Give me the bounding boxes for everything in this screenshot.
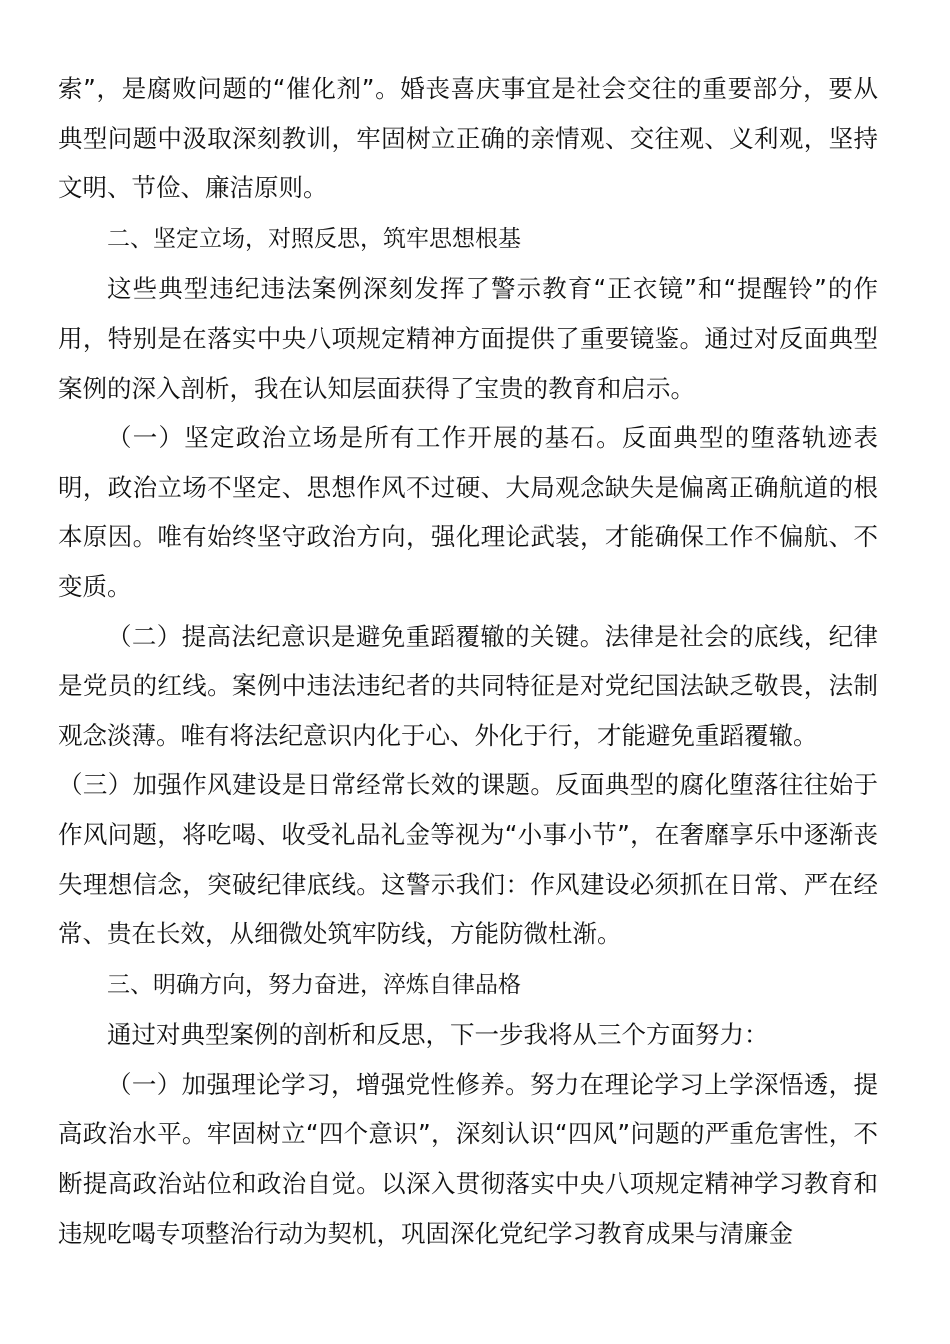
section-heading-3: [58, 959, 878, 1011]
paragraph-continuation: 索”，是腐败问题的“催化剂”。婚丧喜庆事宜是社会交往的重要部分，要从典型问题中汲取深刻教训，牢固树立正确的亲情观、交往观、义利观，坚持文明、节俭、廉洁原则。: [58, 74, 878, 203]
section-heading-2: [58, 213, 878, 265]
paragraph-intro-3: 通过对典型案例的剖析和反思，下一步我将从三个方面努力：: [107, 1020, 769, 1050]
section-heading-2-text: 二、坚定立场，对照反思，筑牢思想根基: [107, 225, 521, 252]
paragraph-plan-1: （一）加强理论学习，增强党性修养。努力在理论学习上学深悟透，提高政治水平。牢固树立“四个意识”，深刻认识“四风”问题的严重危害性，不断提高政治站位和政治自觉。以深入贯彻落实中央八项规定精神学习教育和违规吃喝专项整治行动为契机，巩固深化党纪学习教育成果与清廉金: [58, 1069, 878, 1248]
paragraph-point-1: （一）坚定政治立场是所有工作开展的基石。反面典型的堕落轨迹表明，政治立场不坚定、思想作风不过硬、大局观念缺失是偏离正确航道的根本原因。唯有始终坚守政治方向，强化理论武装，才能确保工作不偏航、不变质。: [58, 423, 878, 601]
document-body: [58, 64, 878, 1258]
section-heading-3-text: 三、明确方向，努力奋进，淬炼自律品格: [107, 971, 521, 998]
paragraph-point-3: （三）加强作风建设是日常经常长效的课题。反面典型的腐化堕落往往始于作风问题，将吃喝、收受礼品礼金等视为“小事小节”，在奢靡享乐中逐渐丧失理想信念，突破纪律底线。这警示我们：作风建设必须抓在日常、严在经常、贵在长效，从细微处筑牢防线，方能防微杜渐。: [58, 770, 878, 949]
paragraph-intro-2: 这些典型违纪违法案例深刻发挥了警示教育“正衣镜”和“提醒铃”的作用，特别是在落实中央八项规定精神方面提供了重要镜鉴。通过对反面典型案例的深入剖析，我在认知层面获得了宝贵的教育和启示。: [58, 274, 878, 403]
paragraph-point-2: （二）提高法纪意识是避免重蹈覆辙的关键。法律是社会的底线，纪律是党员的红线。案例中违法违纪者的共同特征是对党纪国法缺乏敬畏，法制观念淡薄。唯有将法纪意识内化于心、外化于行，才能避免重蹈覆辙。: [58, 621, 878, 750]
